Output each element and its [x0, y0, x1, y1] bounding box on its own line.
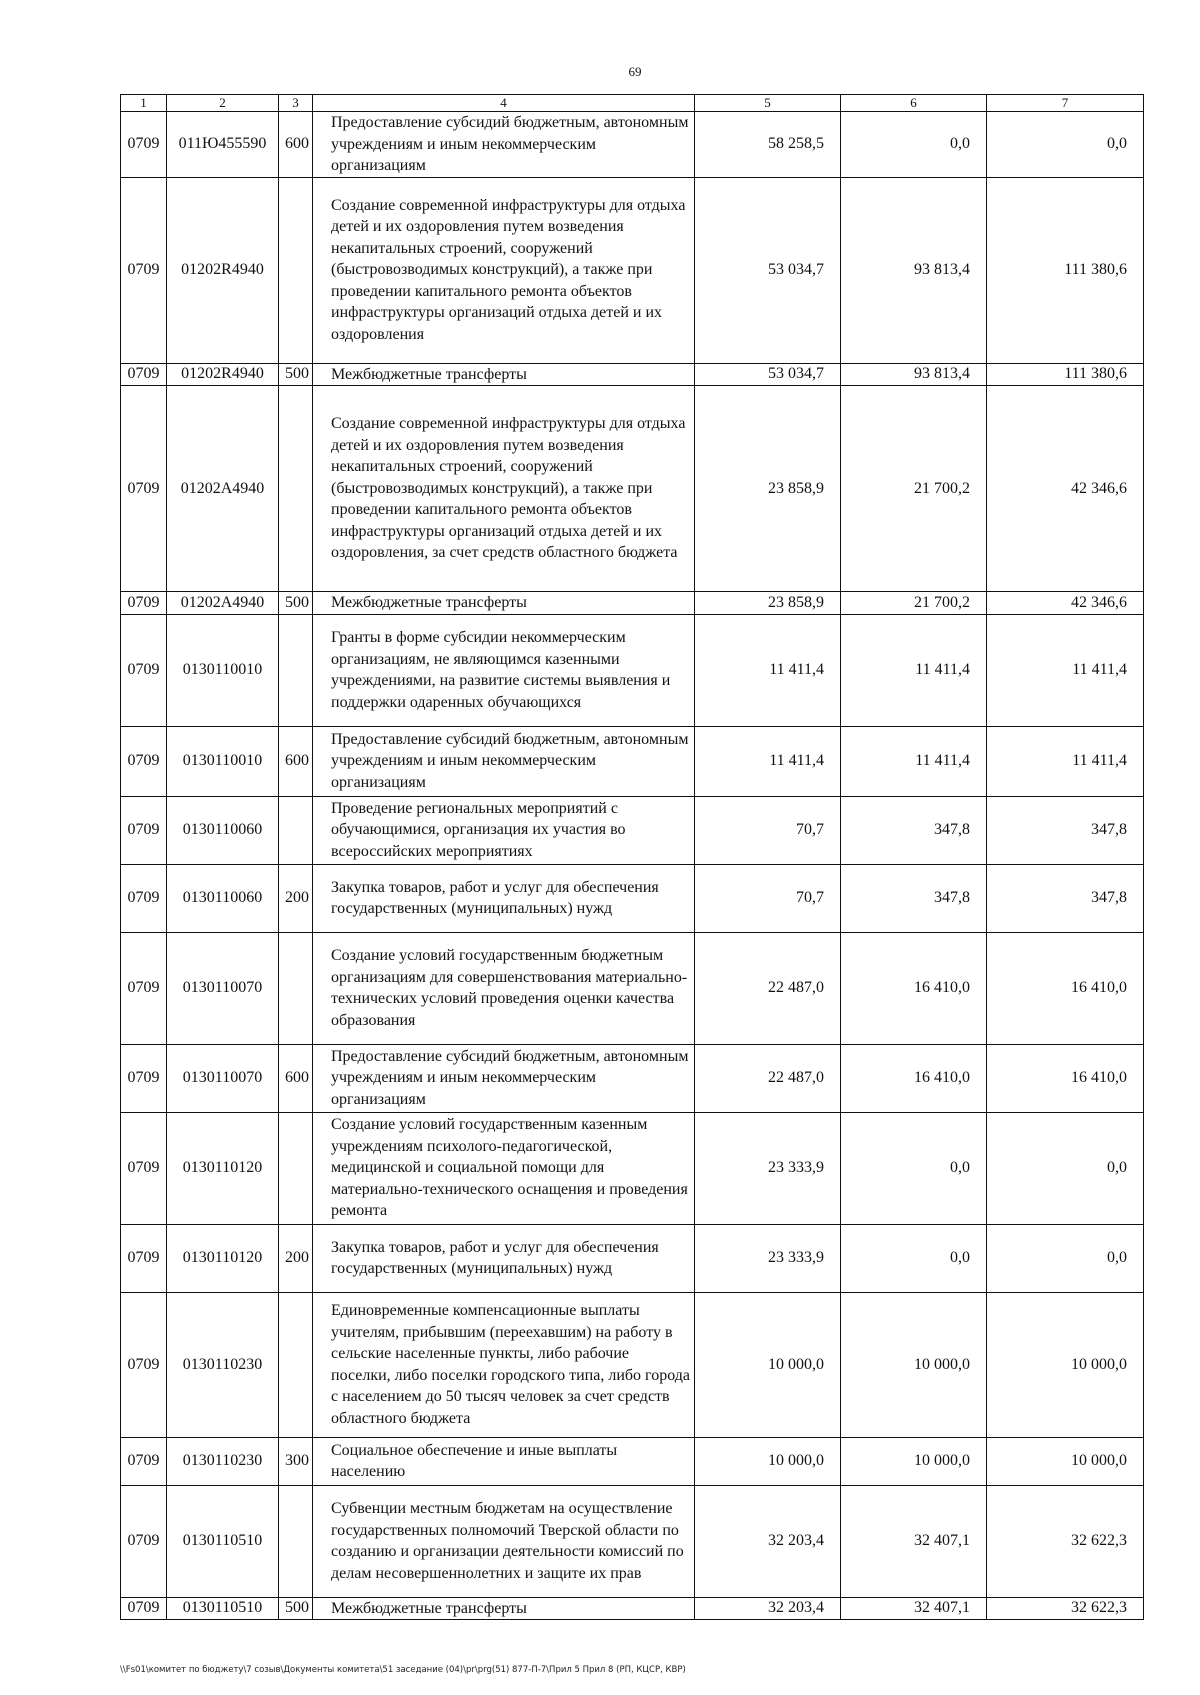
value-col-6: 16 410,0	[841, 932, 987, 1044]
table-row	[121, 177, 1144, 363]
expense-type: 200	[279, 864, 313, 932]
section-code: 0709	[121, 1597, 167, 1620]
value-col-5: 58 258,5	[695, 112, 841, 178]
expense-type	[279, 796, 313, 864]
value-col-5: 32 203,4	[695, 1597, 841, 1620]
section-code: 0709	[121, 1044, 167, 1112]
target-code: 0130110510	[167, 1597, 279, 1620]
target-code: 01202A4940	[167, 386, 279, 592]
header-col-7: 7	[987, 95, 1144, 112]
section-code: 0709	[121, 726, 167, 796]
value-col-7: 16 410,0	[987, 932, 1144, 1044]
value-col-7: 347,8	[987, 796, 1144, 864]
target-code: 0130110120	[167, 1112, 279, 1224]
item-name: Создание условий государственным казенным учреждениям психолого-педагогической, медицинской и социальной помощи для материально-технического оснащения и проведения ремонта	[313, 1112, 695, 1224]
value-col-7: 11 411,4	[987, 614, 1144, 726]
section-code: 0709	[121, 1224, 167, 1292]
header-row	[121, 95, 1144, 112]
table-row	[121, 1112, 1144, 1224]
section-code: 0709	[121, 1485, 167, 1597]
section-code: 0709	[121, 864, 167, 932]
item-name: Межбюджетные трансферты	[313, 363, 695, 386]
table-row	[121, 1292, 1144, 1437]
section-code: 0709	[121, 363, 167, 386]
expense-type	[279, 177, 313, 363]
expense-type: 600	[279, 112, 313, 178]
table-row	[121, 1224, 1144, 1292]
value-col-5: 32 203,4	[695, 1485, 841, 1597]
budget-table	[120, 94, 1144, 1620]
value-col-7: 0,0	[987, 1224, 1144, 1292]
item-name: Межбюджетные трансферты	[313, 592, 695, 615]
item-name: Создание современной инфраструктуры для отдыха детей и их оздоровления путем возведения некапитальных строений, сооружений (быстровозводимых конструкций), а также при проведении капитального ремонта объектов инфраструктуры организаций отдыха детей и их оздоровления	[313, 177, 695, 363]
item-name: Субвенции местным бюджетам на осуществление государственных полномочий Тверской области по созданию и организации деятельности комиссий по делам несовершеннолетних и защите их прав	[313, 1485, 695, 1597]
value-col-6: 10 000,0	[841, 1437, 987, 1485]
section-code: 0709	[121, 386, 167, 592]
expense-type: 600	[279, 1044, 313, 1112]
expense-type	[279, 1292, 313, 1437]
table-row	[121, 796, 1144, 864]
value-col-7: 11 411,4	[987, 726, 1144, 796]
target-code: 01202A4940	[167, 592, 279, 615]
item-name: Создание условий государственным бюджетным организациям для совершенствования материально-технических условий проведения оценки качества образования	[313, 932, 695, 1044]
expense-type	[279, 386, 313, 592]
table-row	[121, 363, 1144, 386]
value-col-6: 32 407,1	[841, 1597, 987, 1620]
target-code: 0130110120	[167, 1224, 279, 1292]
target-code: 01202R4940	[167, 177, 279, 363]
table-row	[121, 112, 1144, 178]
section-code: 0709	[121, 796, 167, 864]
item-name: Единовременные компенсационные выплаты учителям, прибывшим (переехавшим) на работу в сельские населенные пункты, либо рабочие поселки, либо поселки городского типа, либо города с населением до 50 тысяч человек за счет средств областного бюджета	[313, 1292, 695, 1437]
value-col-7: 42 346,6	[987, 386, 1144, 592]
expense-type: 600	[279, 726, 313, 796]
section-code: 0709	[121, 1437, 167, 1485]
value-col-5: 22 487,0	[695, 1044, 841, 1112]
value-col-7: 347,8	[987, 864, 1144, 932]
value-col-5: 11 411,4	[695, 726, 841, 796]
value-col-6: 11 411,4	[841, 614, 987, 726]
expense-type	[279, 1112, 313, 1224]
target-code: 0130110230	[167, 1292, 279, 1437]
value-col-7: 42 346,6	[987, 592, 1144, 615]
value-col-6: 16 410,0	[841, 1044, 987, 1112]
value-col-6: 347,8	[841, 864, 987, 932]
value-col-5: 11 411,4	[695, 614, 841, 726]
section-code: 0709	[121, 614, 167, 726]
value-col-7: 0,0	[987, 1112, 1144, 1224]
value-col-7: 10 000,0	[987, 1292, 1144, 1437]
header-col-3: 3	[279, 95, 313, 112]
section-code: 0709	[121, 1112, 167, 1224]
section-code: 0709	[121, 1292, 167, 1437]
value-col-7: 10 000,0	[987, 1437, 1144, 1485]
value-col-6: 32 407,1	[841, 1485, 987, 1597]
value-col-6: 0,0	[841, 1112, 987, 1224]
target-code: 0130110060	[167, 796, 279, 864]
expense-type	[279, 1485, 313, 1597]
value-col-6: 10 000,0	[841, 1292, 987, 1437]
value-col-5: 23 858,9	[695, 386, 841, 592]
table-row	[121, 386, 1144, 592]
value-col-6: 21 700,2	[841, 592, 987, 615]
value-col-6: 21 700,2	[841, 386, 987, 592]
value-col-7: 111 380,6	[987, 177, 1144, 363]
item-name: Предоставление субсидий бюджетным, автономным учреждениям и иным некоммерческим организациям	[313, 1044, 695, 1112]
expense-type: 500	[279, 592, 313, 615]
table-row	[121, 726, 1144, 796]
value-col-5: 10 000,0	[695, 1292, 841, 1437]
target-code: 01202R4940	[167, 363, 279, 386]
item-name: Закупка товаров, работ и услуг для обеспечения государственных (муниципальных) нужд	[313, 1224, 695, 1292]
item-name: Создание современной инфраструктуры для отдыха детей и их оздоровления путем возведения некапитальных строений, сооружений (быстровозводимых конструкций), а также при проведении капитального ремонта объектов инфраструктуры организаций отдыха детей и их оздоровления, за счет средств областного бюджета	[313, 386, 695, 592]
expense-type: 200	[279, 1224, 313, 1292]
item-name: Социальное обеспечение и иные выплаты населению	[313, 1437, 695, 1485]
expense-type	[279, 932, 313, 1044]
value-col-6: 347,8	[841, 796, 987, 864]
table-row	[121, 1485, 1144, 1597]
value-col-7: 16 410,0	[987, 1044, 1144, 1112]
value-col-6: 0,0	[841, 112, 987, 178]
header-col-6: 6	[841, 95, 987, 112]
value-col-5: 53 034,7	[695, 363, 841, 386]
item-name: Закупка товаров, работ и услуг для обеспечения государственных (муниципальных) нужд	[313, 864, 695, 932]
item-name: Гранты в форме субсидии некоммерческим организациям, не являющимся казенными учреждениями, на развитие системы выявления и поддержки одаренных обучающихся	[313, 614, 695, 726]
item-name: Межбюджетные трансферты	[313, 1597, 695, 1620]
expense-type: 500	[279, 1597, 313, 1620]
header-col-5: 5	[695, 95, 841, 112]
table-row	[121, 932, 1144, 1044]
table-row	[121, 1597, 1144, 1620]
footer-file-path: \\Fs01\комитет по бюджету\7 созыв\Документы комитета\51 заседание (04)\pr\prg(51) 877-П-7\Прил 5 Прил 8 (РП, КЦСР, КВР)	[120, 1665, 686, 1675]
target-code: 0130110010	[167, 614, 279, 726]
target-code: 0130110060	[167, 864, 279, 932]
table-row	[121, 614, 1144, 726]
section-code: 0709	[121, 112, 167, 178]
header-col-4: 4	[313, 95, 695, 112]
value-col-5: 23 858,9	[695, 592, 841, 615]
value-col-6: 0,0	[841, 1224, 987, 1292]
value-col-5: 53 034,7	[695, 177, 841, 363]
value-col-5: 70,7	[695, 796, 841, 864]
value-col-5: 23 333,9	[695, 1224, 841, 1292]
target-code: 0130110510	[167, 1485, 279, 1597]
target-code: 0130110230	[167, 1437, 279, 1485]
value-col-5: 23 333,9	[695, 1112, 841, 1224]
section-code: 0709	[121, 592, 167, 615]
value-col-5: 70,7	[695, 864, 841, 932]
expense-type	[279, 614, 313, 726]
item-name: Проведение региональных мероприятий с обучающимися, организация их участия во всероссийских мероприятиях	[313, 796, 695, 864]
item-name: Предоставление субсидий бюджетным, автономным учреждениям и иным некоммерческим организациям	[313, 112, 695, 178]
expense-type: 500	[279, 363, 313, 386]
section-code: 0709	[121, 932, 167, 1044]
item-name: Предоставление субсидий бюджетным, автономным учреждениям и иным некоммерческим организациям	[313, 726, 695, 796]
value-col-5: 10 000,0	[695, 1437, 841, 1485]
table-row	[121, 1044, 1144, 1112]
table-row	[121, 1437, 1144, 1485]
value-col-7: 111 380,6	[987, 363, 1144, 386]
section-code: 0709	[121, 177, 167, 363]
value-col-6: 11 411,4	[841, 726, 987, 796]
value-col-7: 32 622,3	[987, 1485, 1144, 1597]
table-row	[121, 592, 1144, 615]
value-col-7: 0,0	[987, 112, 1144, 178]
target-code: 0130110010	[167, 726, 279, 796]
target-code: 011Ю455590	[167, 112, 279, 178]
header-col-2: 2	[167, 95, 279, 112]
value-col-6: 93 813,4	[841, 363, 987, 386]
value-col-7: 32 622,3	[987, 1597, 1144, 1620]
value-col-5: 22 487,0	[695, 932, 841, 1044]
table-row	[121, 864, 1144, 932]
target-code: 0130110070	[167, 1044, 279, 1112]
expense-type: 300	[279, 1437, 313, 1485]
page-number: 69	[628, 64, 642, 79]
target-code: 0130110070	[167, 932, 279, 1044]
header-col-1: 1	[121, 95, 167, 112]
value-col-6: 93 813,4	[841, 177, 987, 363]
